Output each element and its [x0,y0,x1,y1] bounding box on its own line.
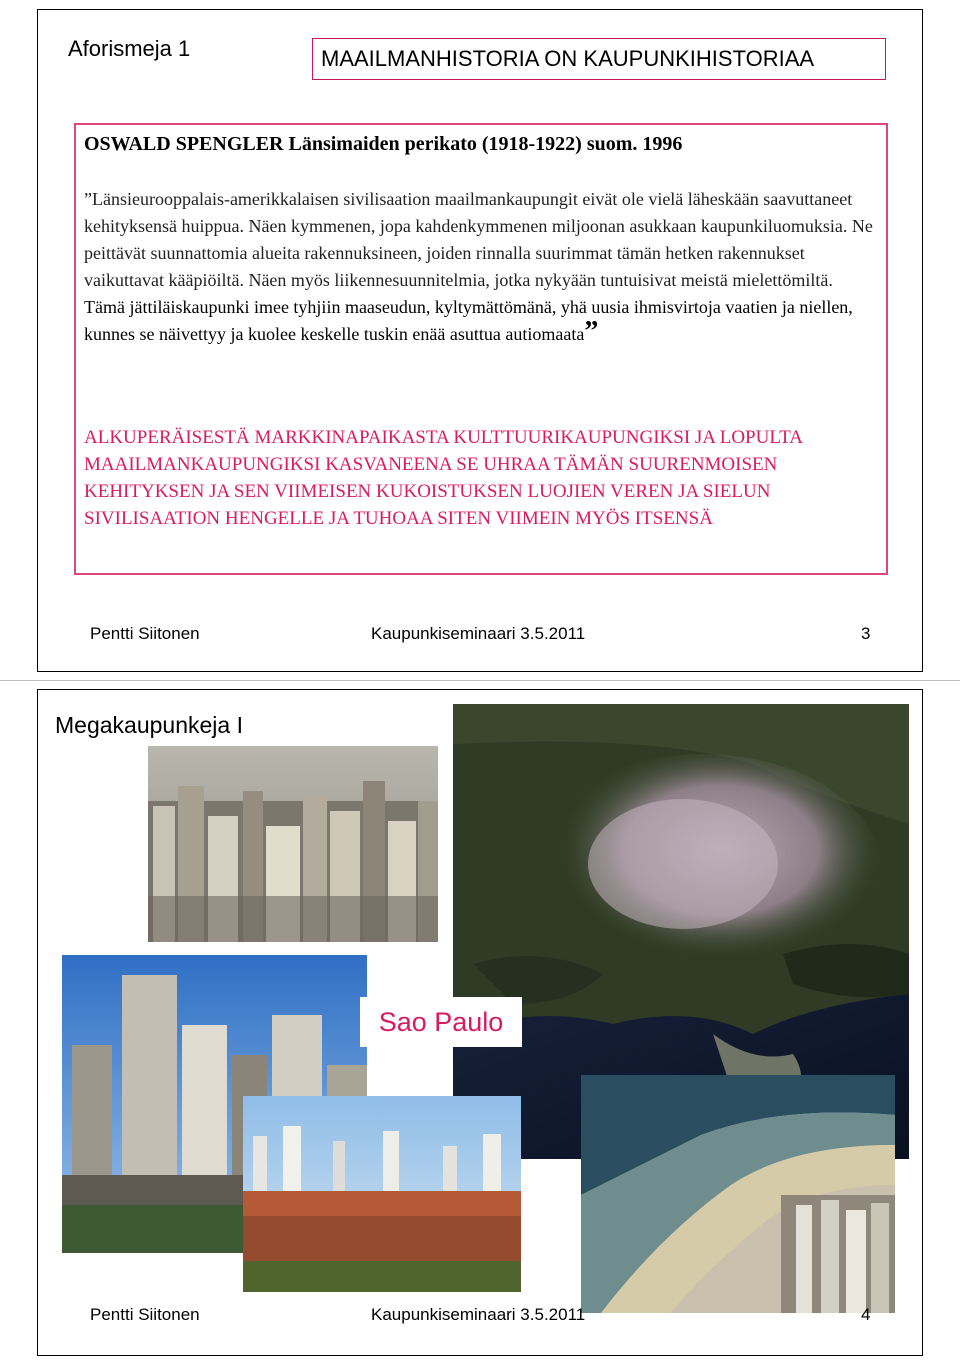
footer-event: Kaupunkiseminaari 3.5.2011 [371,624,586,643]
conclusion-text [84,424,884,532]
conclusion-paragraph: ALKUPERÄISESTÄ MARKKINAPAIKASTA KULTTUURIKAUPUNGIKSI JA LOPULTA MAAILMANKAUPUNGIKSI KASVANEENA SE UHRAA TÄMÄN SUURENMOISEN KEHITYKSEN JA SEN VIIMEISEN KUKOISTUKSEN LUOJIEN VEREN JA SIELUN SIVILISAATION HENGELLE JA TUHOAA SITEN VIIMEIN MYÖS ITSENSÄ [84,427,802,529]
footer-author: Pentti Siitonen [90,624,200,643]
skyline-photo [148,746,438,942]
slide-4 [37,689,923,1356]
quote-paragraph-2-text: Tämä jättiläiskaupunki imee tyhjiin maaseudun, kyltymättömänä, yhä uusia ihmisvirtoja vaatien ja niellen, kunnes se näivettyy ja kuolee keskelle tuskin enää asuttua autiomaata [84,297,853,344]
closing-quote-mark: ” [584,316,599,347]
page-separator [0,680,960,681]
quote-paragraph-2 [84,294,884,348]
footer-page-number: 3 [861,624,871,643]
slide-3 [37,9,923,672]
city-label: Sao Paulo [360,997,522,1047]
quote-paragraph-1: ”Länsieurooppalais-amerikkalaisen sivilisaation maailmankaupungit eivät ole vielä läheskään saavuttaneet kehityksensä huippua. Näen kymmenen, jopa kahdenkymmenen miljoonan asukkaan kaupunkiluomuksia. Ne peittävät suunnattomia alueita rakennuksineen, joiden rinnalla suurimmat tämän hetken rakennukset vaikuttavat kääpiöiltä. Näen myös liikennesuunnitelmia, jotka nykyään tuntuisivat meistä mielettömiltä. [84,189,873,290]
slide-banner: MAAILMANHISTORIA ON KAUPUNKIHISTORIAA [312,38,886,80]
slide-title: Aforismeja 1 [68,36,191,61]
slide-title: Megakaupunkeja I [55,712,243,738]
footer-page-number: 4 [861,1305,871,1324]
beach-photo [581,1075,895,1313]
quote-text [84,186,884,348]
footer-event: Kaupunkiseminaari 3.5.2011 [371,1305,586,1324]
footer-author: Pentti Siitonen [90,1305,200,1324]
suburb-photo [243,1096,521,1292]
quote-heading: OSWALD SPENGLER Länsimaiden perikato (1918-1922) suom. 1996 [84,133,683,155]
